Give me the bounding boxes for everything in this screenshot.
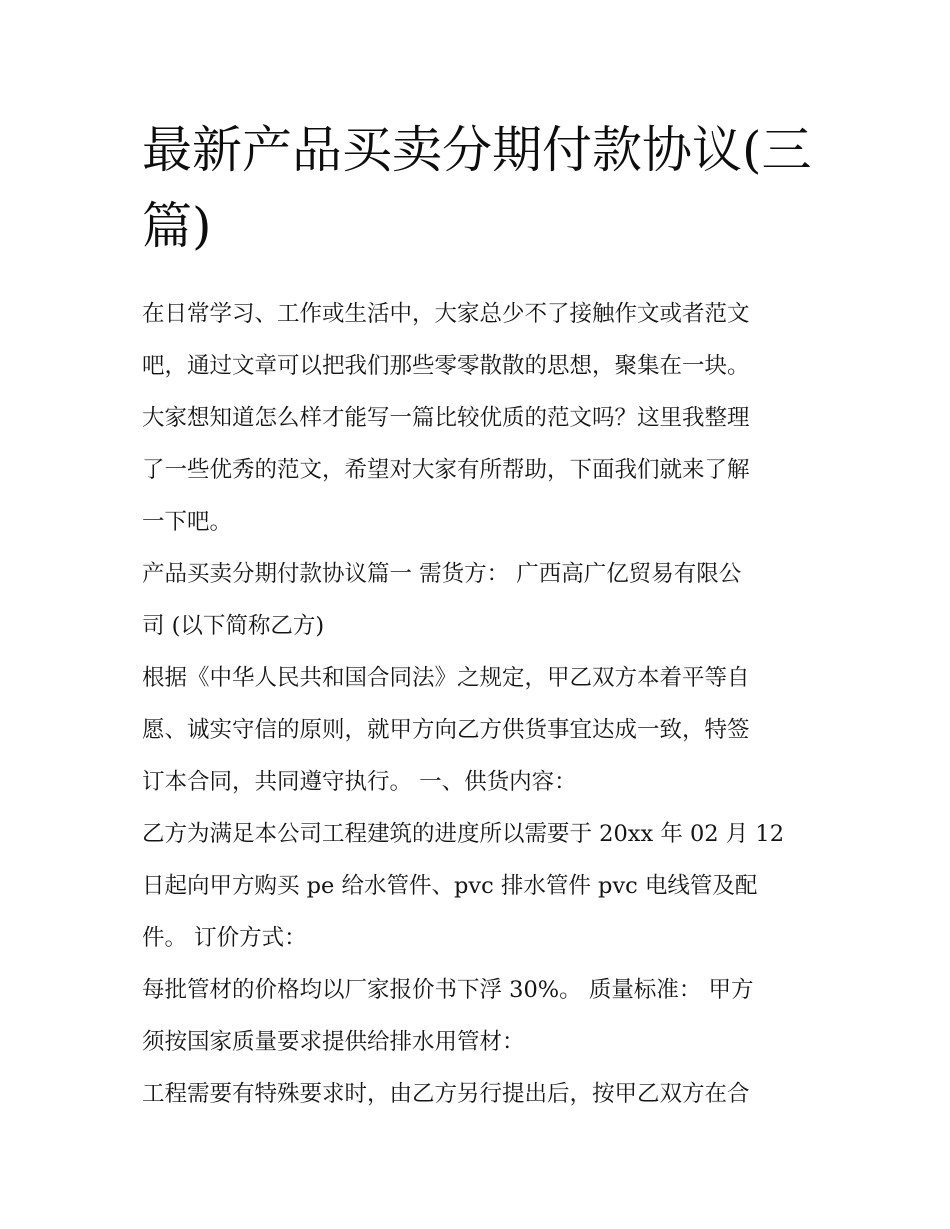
party-paragraph <box>142 548 814 652</box>
text-line: 日起向甲方购买 pe 给水管件、pvc 排水管件 pvc 电线管及配 <box>142 873 758 899</box>
text-line: 大家想知道怎么样才能写一篇比较优质的范文吗？这里我整理 <box>142 405 750 431</box>
text-line: 产品买卖分期付款协议篇一 需货方： 广西高广亿贸易有限公 <box>142 561 742 587</box>
text-line: 在日常学习、工作或生活中，大家总少不了接触作文或者范文 <box>142 301 750 327</box>
text-line: 件。 订价方式： <box>142 925 307 951</box>
special-requirements-paragraph <box>142 1068 814 1120</box>
text-line: 乙方为满足本公司工程建筑的进度所以需要于 20xx 年 02 月 12 <box>142 821 785 847</box>
text-line: 一下吧。 <box>142 509 233 535</box>
text-line: 须按国家质量要求提供给排水用管材： <box>142 1029 525 1055</box>
text-line: 工程需要有特殊要求时，由乙方另行提出后，按甲乙双方在合 <box>142 1081 750 1107</box>
text-line: 愿、诚实守信的原则，就甲方向乙方供货事宜达成一致，特签 <box>142 717 750 743</box>
text-line: 订本合同，共同遵守执行。 一、供货内容： <box>142 769 577 795</box>
text-line: 吧，通过文章可以把我们那些零零散散的思想，聚集在一块。 <box>142 353 750 379</box>
pricing-paragraph <box>142 964 814 1068</box>
document-title <box>142 112 814 264</box>
title-line: 篇) <box>142 197 212 255</box>
text-line: 根据《中华人民共和国合同法》之规定，甲乙双方本着平等自 <box>142 665 750 691</box>
supply-content-paragraph <box>142 808 814 964</box>
text-line: 了一些优秀的范文，希望对大家有所帮助，下面我们就来了解 <box>142 457 750 483</box>
text-line: 司 (以下简称乙方) <box>142 613 325 639</box>
text-line: 每批管材的价格均以厂家报价书下浮 30%。 质量标准： 甲方 <box>142 977 754 1003</box>
legal-basis-paragraph <box>142 652 814 808</box>
document-content <box>142 112 814 1120</box>
document-body <box>142 288 814 1120</box>
title-line: 最新产品买卖分期付款协议(三 <box>142 121 812 179</box>
intro-paragraph <box>142 288 814 548</box>
